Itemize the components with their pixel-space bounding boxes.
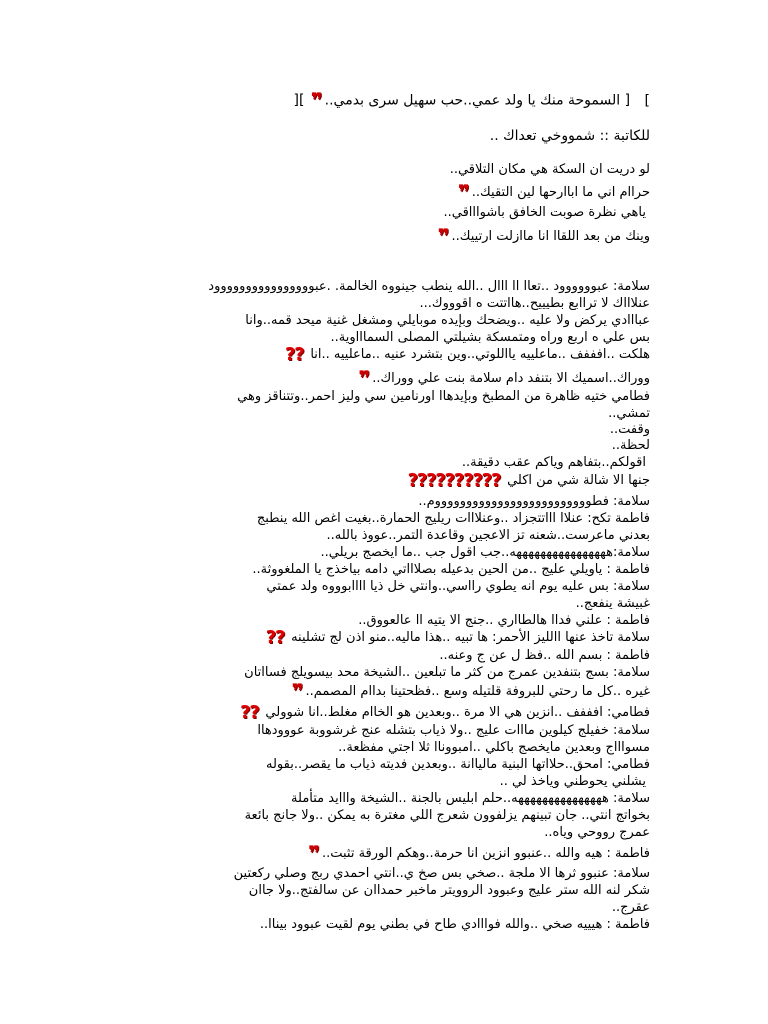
dialogue-line (264, 629, 650, 646)
dialogue-line: سلامة: عبوووووود ..تعاا اا ااال ..الله ينطب جينووه الخالمة. .عبوووووووووووووووود (208, 279, 650, 294)
dialogue-line: يشلني يحوطني وياخذ لي .. (499, 774, 646, 789)
dialogue-text: غيره ..كل ما رحتي للبروفة قلتيله وسع ..فظحتينا بداام المصمم.. (305, 684, 650, 699)
dialogue-line: سلامة: بسج بتنفدين عمرج من كثر ما تبلعين ..الشيخة محد بيسويلج فسااتان (244, 665, 650, 680)
dialogue-line: بخواتج انتي.. جان تبينهم يزلفوون شعرج اللي مغترة به يمكن ..ولا جانج بائعة (244, 808, 650, 823)
dialogue-line: فاطمة : علني فداا هالطااري ..جنج الا يتيه اا عالعووق.. (358, 613, 650, 628)
dialogue-line: فاطمة : هيييه صخي ..والله فوااادي طاح في بطني يوم لقيت عبوود بيناا.. (259, 917, 650, 932)
title-open-bracket: ] (644, 92, 650, 109)
quote-emoji-icon: ❞ (310, 88, 323, 112)
poem-line-2 (456, 180, 650, 204)
dialogue-line (290, 679, 650, 703)
dialogue-line: سلامة: خفيلج كيلوين مااات عليج ..ولا ذياب بتشله عنج غرشووبة عووودهاا (257, 723, 650, 738)
question-marks-icon: ⁇ (266, 627, 285, 648)
question-marks-icon: ⁇ (285, 344, 305, 365)
dialogue-text: جنها الا شالة شي من اكلي (507, 473, 650, 488)
dialogue-line: غبيشة ينفعج.. (575, 596, 650, 611)
dialogue-text: فاطمة : هيه والله ..عنبوو انزين انا حرمة..وهكم الورقة تثبت.. (321, 846, 650, 861)
dialogue-line: وقفت.. (609, 422, 650, 437)
dialogue-line: سلامة: هههههههههههههههه..حلم ابليس بالجنة ..الشيخة وااايد متأملة (291, 791, 650, 806)
dialogue-line: سلامة:ههههههههههههههههه..جب اقول جب ..ما ايخصج بريلي.. (320, 545, 650, 560)
author-line: للكاتبة :: شمووخي تعداك .. (489, 128, 650, 144)
quote-emoji-icon: ❞ (358, 366, 371, 390)
dialogue-line: سلامة: عنبوو ثرها الا ملجة ..صخي بس صخ ي..انتي احمدي ربج وصلي ركعتين (233, 866, 650, 881)
dialogue-line: عبااادي يركض ولا عليه ..ويضحك وبإيده موبايلي ومشغل غنية ميحد قمه..وانا (245, 313, 650, 328)
dialogue-line: مسواااج وبعدين مايخصج باكلي ..امبووناا ثلا اجتي مفظعة.. (338, 740, 650, 755)
dialogue-line: اقولكم..بتفاهم وياكم عقب دقيقة.. (461, 455, 646, 470)
dialogue-line: عنلاااك لا تراابع بطيييح..هااتتت ه اقوووك... (419, 296, 650, 311)
poem-line-4 (436, 224, 650, 248)
dialogue-line (356, 366, 650, 390)
dialogue-text: فطامي: افففف ..انزين هي الا مرة ..وبعدين هو الخاام مغلط..انا شوولي (265, 705, 650, 720)
title-text: [ السموحة منك يا ولد عمي..حب سهيل سرى بدمي.. (324, 92, 631, 109)
quote-emoji-icon: ❞ (308, 841, 320, 865)
dialogue-text: ووراك..اسميك الا بتنفد دام سلامة بنت علي ووراك.. (372, 371, 650, 386)
dialogue-line: فاطمة : ياويلي عليج ..من الحين بدعيله بصلاااتي دامه بياخذج يا الملغووثة.. (252, 562, 650, 577)
dialogue-line (239, 704, 650, 721)
dialogue-line: فاطمة تكح: عنلاا اااتتجزاد ..وعنلااات ريليج الحمارة..بغيت اغص الله ينطبج (256, 511, 650, 526)
dialogue-text: سلامة تاخذ عنها االليز الأحمر: ها تبيه ..هذا ماليه..منو اذن لج تشلينه (291, 630, 650, 645)
dialogue-line (284, 346, 650, 363)
poem-line-4-text: وينك من بعد اللقاا انا ماازلت ارتييك.. (451, 229, 650, 244)
quote-emoji-icon: ❞ (458, 180, 470, 204)
poem-line-3: ياهي نظرة صوبت الخافق باشواااقي.. (443, 205, 646, 220)
dialogue-line: بس علي ه اربع وراه ومتمسكة بشيلتي المصلى السماااوية.. (330, 330, 650, 345)
dialogue-line: سلامة: بس عليه يوم انه يطوي رااسي..وانتي خل ذيا اااابوووه ولد عمتي (266, 579, 650, 594)
dialogue-line (306, 841, 650, 865)
dialogue-line: لحظة.. (611, 438, 650, 453)
dialogue-line: فطامي: امحق..حلااتها البنية مالياانة ..وبعدين فديته ذياب ما يقصر..بقوله (265, 757, 650, 772)
question-marks-icon: ⁇⁇⁇⁇⁇ (408, 470, 501, 491)
poem-line-2-text: حراام اني ما اباارحها لين التقيك.. (471, 185, 650, 200)
dialogue-line: بعدني ماعرست..شعنه تز الاعجين وقاعدة التمر..عووذ بالله.. (326, 528, 650, 543)
title-close-bracket: ][ (293, 92, 305, 109)
quote-emoji-icon: ❞ (437, 224, 450, 248)
dialogue-line: تمشي.. (608, 406, 650, 421)
dialogue-line: عمرج رووحي وياه.. (544, 825, 650, 840)
dialogue-line (406, 472, 650, 489)
question-marks-icon: ⁇ (240, 702, 260, 723)
dialogue-line: عقرج.. (611, 900, 650, 915)
story-title (293, 88, 650, 112)
dialogue-line: فطامي ختيه ظاهرة من المطبخ وبإيدهاا اورنامين سي وليز احمر..وتتناقز وهي (237, 389, 650, 404)
poem-line-1: لو دريت ان السكة هي مكان التلاقي.. (449, 162, 650, 177)
dialogue-line: شكر لنه الله ستر عليج وعبوود الروويتر ماخبر حمداان عن سالفتج..ولا جاان (248, 883, 650, 898)
quote-emoji-icon: ❞ (291, 679, 304, 703)
dialogue-text: هلكت ..افففف ..ماعلييه يااللوتي..وين بتشرد عنيه ..ماعلييه ..انا (310, 347, 650, 362)
dialogue-line: فاطمة : بسم الله ..فظ ل عن ج وعنه.. (439, 648, 650, 663)
dialogue-line: سلامة: فطوووووووووووووووووووووووووم.. (418, 494, 650, 509)
